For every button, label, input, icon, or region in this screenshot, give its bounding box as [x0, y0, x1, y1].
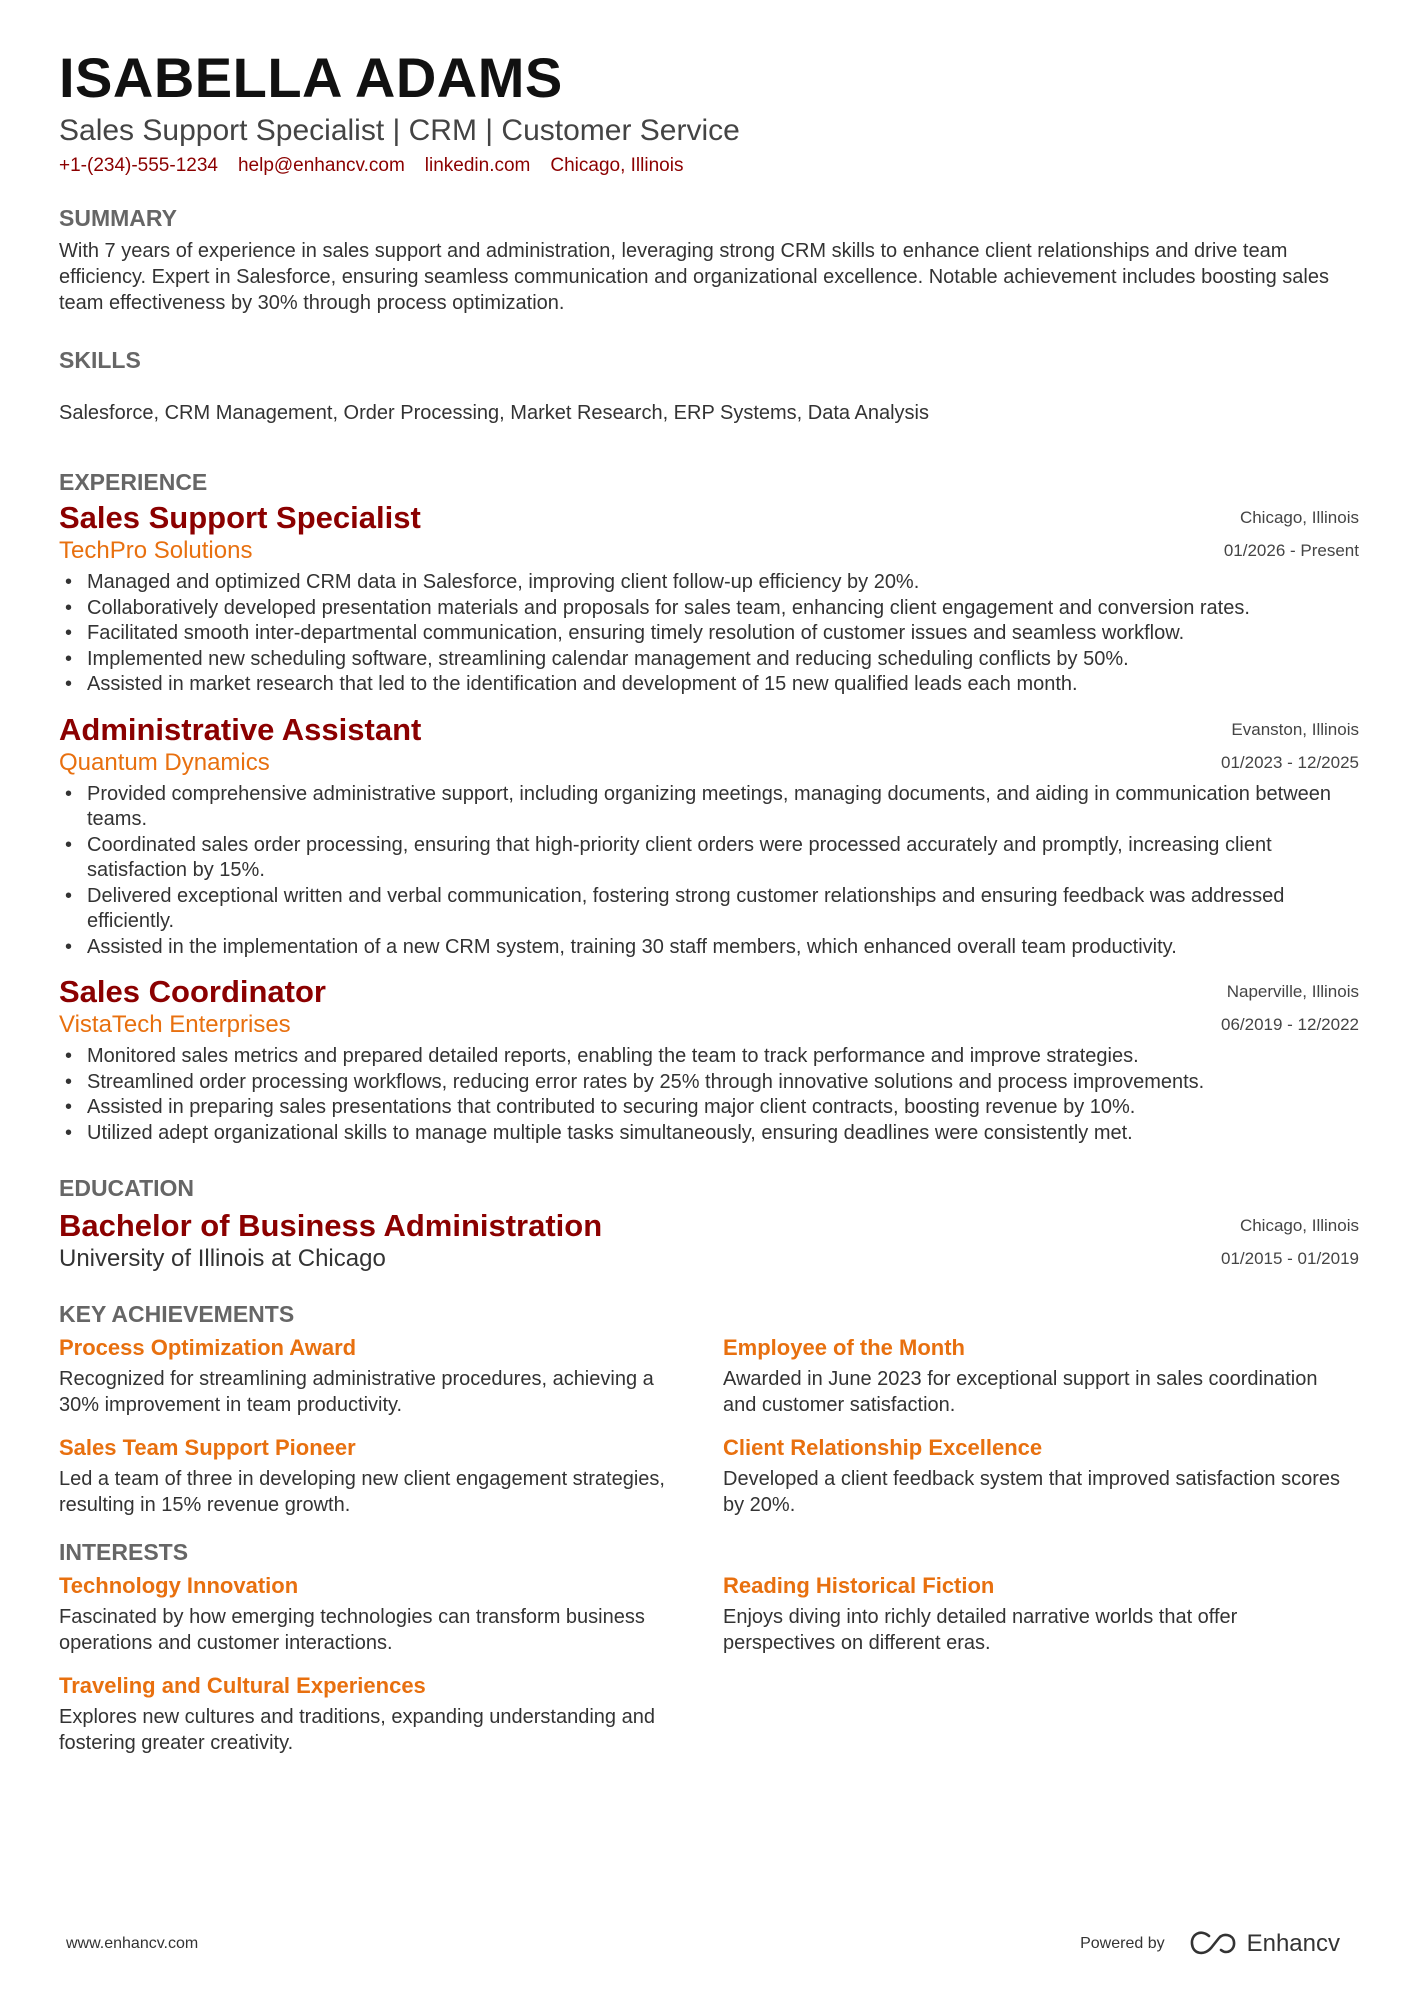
job-header [59, 712, 1359, 748]
interest-item [59, 1672, 723, 1756]
job-bullet: • Collaboratively developed presentation materials and proposals for sales team, enhancing client engagement and conversion rates. [87, 596, 1359, 622]
section-title-achievements: KEY ACHIEVEMENTS [59, 1301, 295, 1327]
section-title-skills: SKILLS [59, 347, 141, 373]
interests-section [59, 1538, 1359, 1772]
skills-section [59, 346, 1359, 426]
job-subheader [59, 536, 1359, 566]
achievement-title: Sales Team Support Pioneer [59, 1435, 356, 1460]
page-footer [66, 1930, 1340, 1958]
job-dates: 01/2026 - Present [1223, 541, 1359, 560]
job-bullets [59, 570, 1359, 698]
interest-title: Technology Innovation [59, 1573, 299, 1598]
job-dates: 01/2023 - 12/2025 [1220, 752, 1359, 772]
section-title-experience: EXPERIENCE [59, 469, 208, 495]
interest-desc: Explores new cultures and traditions, expanding understanding and fostering greater creativity. [59, 1706, 655, 1754]
achievement-desc: Led a team of three in developing new client engagement strategies, resulting in 15% revenue growth. [59, 1468, 665, 1516]
job-bullet: • Utilized adept organizational skills to manage multiple tasks simultaneously, ensuring deadlines were consistently met. [87, 1121, 1359, 1147]
job-bullet: • Delivered exceptional written and verbal communication, fostering strong customer relationships and ensuring feedback was addressed efficiently. [87, 884, 1359, 935]
section-title-summary: SUMMARY [59, 205, 177, 231]
job-company: VistaTech Enterprises [59, 1011, 291, 1038]
education-subheader [59, 1244, 1359, 1274]
interests-grid [59, 1572, 1359, 1772]
education-school: University of Illinois at Chicago [59, 1245, 386, 1272]
job-bullet: • Coordinated sales order processing, ensuring that high-priority client orders were processed accurately and promptly, increasing client satisfaction by 15%. [87, 833, 1359, 884]
powered-by-label: Powered by [1080, 1935, 1165, 1952]
education-degree: Bachelor of Business Administration [59, 1208, 603, 1243]
job-bullet: • Streamlined order processing workflows, reducing error rates by 25% through innovative solutions and process improvements. [87, 1070, 1359, 1096]
job-location: Evanston, Illinois [1231, 719, 1359, 739]
interest-title: Reading Historical Fiction [723, 1573, 995, 1598]
job-bullet: • Facilitated smooth inter-departmental communication, ensuring timely resolution of customer issues and seamless workflow. [87, 621, 1359, 647]
interest-desc: Fascinated by how emerging technologies can transform business operations and customer interactions. [59, 1606, 645, 1654]
job-entry [59, 500, 1359, 698]
section-title-interests: INTERESTS [59, 1539, 189, 1565]
interest-title: Traveling and Cultural Experiences [59, 1673, 426, 1698]
contact-linkedin[interactable]: linkedin.com [424, 155, 531, 176]
job-role: Sales Support Specialist [59, 500, 421, 535]
job-location: Naperville, Illinois [1226, 982, 1359, 1001]
contact-bar [59, 154, 1359, 178]
achievement-desc: Developed a client feedback system that improved satisfaction scores by 20%. [723, 1468, 1340, 1516]
job-location: Chicago, Illinois [1239, 508, 1359, 527]
headline: Sales Support Specialist | CRM | Customer Service [59, 114, 740, 147]
job-bullets [59, 782, 1359, 961]
education-header [59, 1208, 1359, 1244]
job-company: TechPro Solutions [59, 537, 253, 564]
resume-page [59, 46, 1359, 1772]
achievement-desc: Awarded in June 2023 for exceptional support in sales coordination and customer satisfaction. [723, 1368, 1318, 1416]
contact-phone[interactable]: +1-(234)-555-1234 [59, 155, 218, 176]
job-dates: 06/2019 - 12/2022 [1220, 1015, 1359, 1034]
candidate-name: ISABELLA ADAMS [59, 46, 563, 109]
job-entry [59, 974, 1359, 1146]
job-company: Quantum Dynamics [59, 748, 270, 776]
job-role: Sales Coordinator [59, 974, 326, 1009]
enhancv-logo-icon [1189, 1930, 1237, 1958]
job-bullet: • Managed and optimized CRM data in Salesforce, improving client follow-up efficiency by 20%. [87, 570, 1359, 596]
contact-location: Chicago, Illinois [550, 155, 684, 176]
interest-desc: Enjoys diving into richly detailed narrative worlds that offer perspectives on different eras. [723, 1606, 1238, 1654]
job-bullet: • Assisted in the implementation of a new CRM system, training 30 staff members, which enhanced overall team productivity. [87, 935, 1359, 961]
job-bullet: • Monitored sales metrics and prepared detailed reports, enabling the team to track performance and improve strategies. [87, 1044, 1359, 1070]
achievements-section [59, 1300, 1359, 1534]
education-section [59, 1174, 1359, 1274]
job-bullets [59, 1044, 1359, 1146]
achievement-title: Client Relationship Excellence [723, 1435, 1043, 1460]
job-header [59, 974, 1359, 1010]
skills-text: Salesforce, CRM Management, Order Processing, Market Research, ERP Systems, Data Analysis [59, 402, 929, 424]
achievement-item [59, 1434, 723, 1518]
contact-email[interactable]: help@enhancv.com [237, 155, 405, 176]
achievements-grid [59, 1334, 1359, 1534]
achievement-title: Employee of the Month [723, 1335, 965, 1360]
job-entry [59, 712, 1359, 961]
education-location: Chicago, Illinois [1239, 1216, 1359, 1235]
achievement-item [723, 1334, 1359, 1418]
summary-text: With 7 years of experience in sales support and administration, leveraging strong CRM skills to enhance client relationships and drive team efficiency. Expert in Salesforce, ensuring seamless communication and organizational excellence. Notable achievement includes boosting sales team effectiveness by 30% through process optimization. [59, 240, 1329, 314]
job-bullet: • Assisted in preparing sales presentations that contributed to securing major client contracts, boosting revenue by 10%. [87, 1095, 1359, 1121]
section-title-education: EDUCATION [59, 1175, 195, 1201]
job-subheader [59, 1010, 1359, 1040]
enhancv-brand[interactable] [1189, 1930, 1340, 1958]
powered-by [1080, 1930, 1340, 1958]
achievement-item [723, 1434, 1359, 1518]
job-bullet: • Implemented new scheduling software, streamlining calendar management and reducing scheduling conflicts by 50%. [87, 647, 1359, 673]
job-subheader [59, 748, 1359, 778]
interest-item [59, 1572, 723, 1656]
footer-website-link[interactable]: www.enhancv.com [66, 1935, 199, 1952]
job-header [59, 500, 1359, 536]
interest-item [723, 1572, 1359, 1656]
education-dates: 01/2015 - 01/2019 [1220, 1249, 1359, 1268]
experience-section [59, 468, 1359, 1146]
summary-section [59, 204, 1359, 316]
achievement-title: Process Optimization Award [59, 1335, 357, 1360]
job-bullet: • Assisted in market research that led to the identification and development of 15 new qualified leads each month. [87, 672, 1359, 698]
job-bullet: • Provided comprehensive administrative support, including organizing meetings, managing documents, and aiding in communication between teams. [87, 782, 1359, 833]
job-role: Administrative Assistant [59, 711, 422, 747]
achievement-desc: Recognized for streamlining administrative procedures, achieving a 30% improvement in team productivity. [59, 1368, 654, 1416]
enhancv-brand-name: Enhancv [1246, 1930, 1340, 1957]
achievement-item [59, 1334, 723, 1418]
